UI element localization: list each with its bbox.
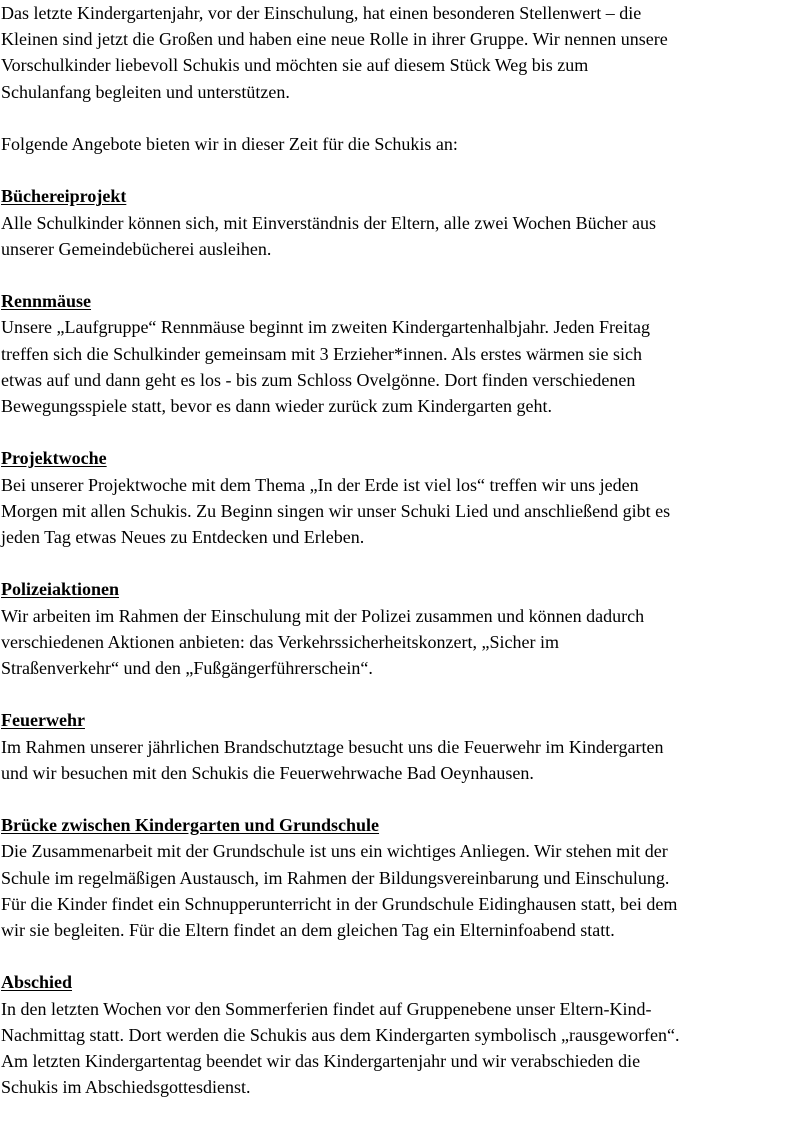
spacer — [1, 681, 804, 707]
section-body: Alle Schulkinder können sich, mit Einverständnis der Eltern, alle zwei Wochen Bücher aus unserer Gemeindebücherei ausleihen. — [1, 212, 657, 259]
spacer — [1, 550, 804, 576]
section-body: Die Zusammenarbeit mit der Grundschule ist uns ein wichtiges Anliegen. Wir stehen mit der Schule im regelmäßigen Austausch, im Rahmen der Bildungsvereinbarung und Einschulung. Für die Kinder findet ein Schnupperunterricht in der Grundschule Eidinghausen statt, bei dem wir sie begleiten. Für die Eltern findet an dem gleichen Tag ein Elterninfoabend statt. — [1, 841, 678, 940]
intro-paragraph: Das letzte Kindergartenjahr, vor der Einschulung, hat einen besonderen Stellenwert – die Kleinen sind jetzt die Großen und haben eine neue Rolle in ihrer Gruppe. Wir nennen unsere Vorschulkinder liebevoll Schukis und möchten sie auf diesem Stück Weg bis zum Schulanfang begleiten und unterstützen. — [1, 3, 668, 102]
section-heading: Brücke zwischen Kindergarten und Grundschule — [1, 815, 380, 836]
section-polizeiaktionen — [1, 576, 804, 681]
section-body: Unsere „Laufgruppe“ Rennmäuse beginnt im zweiten Kindergartenhalbjahr. Jeden Freitag treffen sich die Schulkinder gemeinsam mit 3 Erzieher*innen. Als erstes wärmen sie sich etwas auf und dann geht es los - bis zum Schloss Ovelgönne. Dort finden verschiedenen Bewegungsspiele statt, bevor es dann wieder zurück zum Kindergarten geht. — [1, 317, 650, 416]
section-feuerwehr — [1, 707, 804, 786]
spacer — [1, 157, 804, 183]
spacer — [1, 105, 804, 131]
spacer — [1, 419, 804, 445]
section-body: Bei unserer Projektwoche mit dem Thema „In der Erde ist viel los“ treffen wir uns jeden Morgen mit allen Schukis. Zu Beginn singen wir unser Schuki Lied und anschließend gibt es jeden Tag etwas Neues zu Entdecken und Erleben. — [1, 474, 671, 547]
spacer — [1, 786, 804, 812]
section-heading: Projektwoche — [1, 448, 107, 469]
section-heading: Polizeiaktionen — [1, 579, 119, 600]
spacer — [1, 262, 804, 288]
section-projektwoche — [1, 445, 804, 550]
section-heading: Rennmäuse — [1, 291, 92, 312]
section-body: Wir arbeiten im Rahmen der Einschulung mit der Polizei zusammen und können dadurch verschiedenen Aktionen anbieten: das Verkehrssicherheitskonzert, „Sicher im Straßenverkehr“ und den „Fußgängerführerschein“. — [1, 605, 645, 678]
section-buechereiprojekt — [1, 183, 804, 262]
section-heading: Abschied — [1, 972, 73, 993]
section-rennmaeuse — [1, 288, 804, 419]
spacer — [1, 943, 804, 969]
section-body: Im Rahmen unserer jährlichen Brandschutztage besucht uns die Feuerwehr im Kindergarten und wir besuchen mit den Schukis die Feuerwehrwache Bad Oeynhausen. — [1, 736, 664, 783]
section-heading: Büchereiprojekt — [1, 186, 127, 207]
intro-lead: Folgende Angebote bieten wir in dieser Zeit für die Schukis an: — [1, 134, 458, 154]
section-body: In den letzten Wochen vor den Sommerferien findet auf Gruppenebene unser Eltern-Kind- Nachmittag statt. Dort werden die Schukis aus dem Kindergarten symbolisch „rausgeworfen“. Am letzten Kindergartentag beendet wir das Kindergartenjahr und wir verabschieden die Schukis im Abschiedsgottesdienst. — [1, 998, 680, 1098]
section-heading: Feuerwehr — [1, 710, 85, 731]
section-bruecke-grundschule — [1, 812, 804, 943]
section-abschied — [1, 969, 804, 1100]
